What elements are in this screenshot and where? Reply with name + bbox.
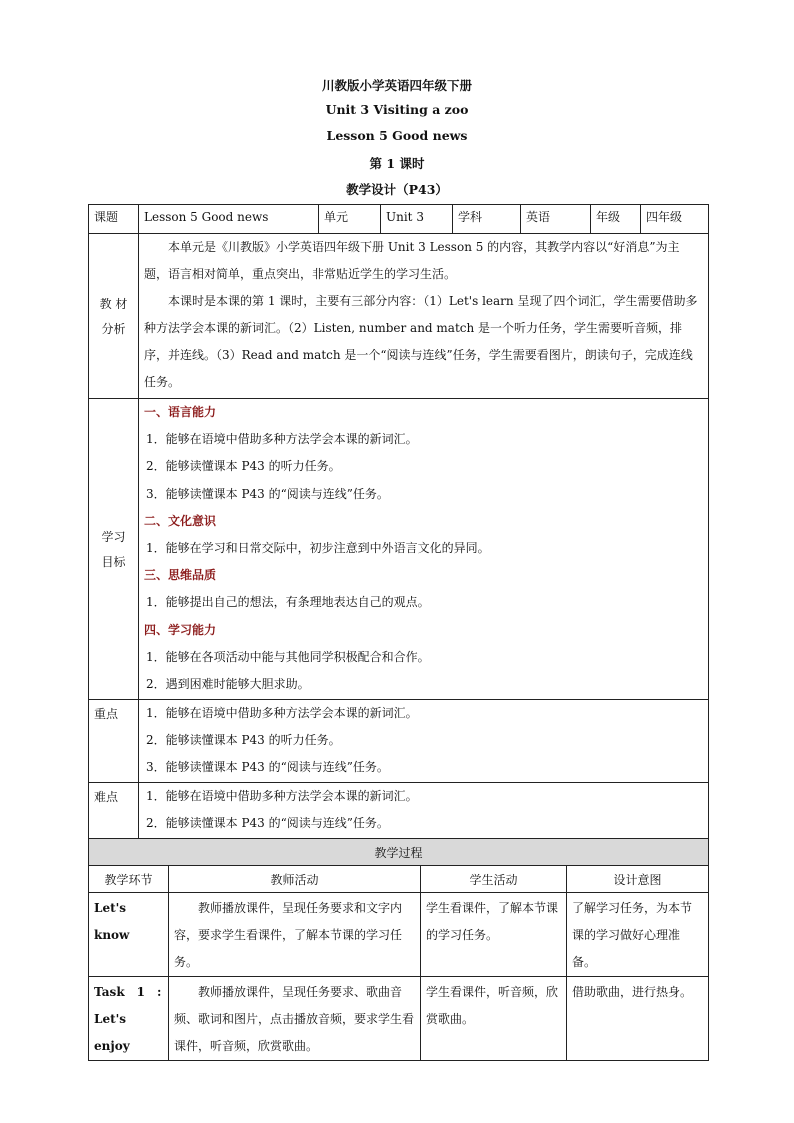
lesson-info-table	[88, 204, 709, 839]
goals-label-line2: 目标	[101, 555, 126, 569]
subject-value: 英语	[521, 205, 591, 234]
goal-item: 1．能够在语境中借助多种方法学会本课的新词汇。	[146, 432, 418, 447]
goal-item: 1．能够在各项活动中能与其他同学积极配合和合作。	[146, 649, 430, 664]
doc-title-period: 第 1 课时	[369, 156, 425, 171]
analysis-label	[89, 234, 139, 399]
doc-title-unit: Unit 3 Visiting a zoo	[325, 102, 469, 117]
stage-name: Task 1 :	[94, 985, 162, 999]
subject-label: 学科	[453, 205, 521, 234]
doc-title-lesson: Lesson 5 Good news	[326, 128, 468, 143]
goal-heading-culture: 二、文化意识	[144, 513, 217, 528]
doc-title-book: 川教版小学英语四年级下册	[321, 78, 472, 93]
goal-heading-learning: 四、学习能力	[144, 622, 217, 637]
goal-item: 2．遇到困难时能够大胆求助。	[146, 677, 310, 692]
topic-label: 课题	[89, 205, 139, 234]
process-intent: 了解学习任务，为本节课的学习做好心理准备。	[567, 893, 709, 977]
process-intent: 借助歌曲，进行热身。	[567, 977, 709, 1061]
key-points-content	[139, 700, 709, 783]
col-header-teacher: 教师活动	[169, 866, 421, 893]
process-row	[89, 893, 709, 977]
goal-item: 2．能够读懂课本 P43 的听力任务。	[146, 459, 341, 474]
key-point-item: 2．能够读懂课本 P43 的听力任务。	[146, 733, 341, 748]
goal-heading-language: 一、语言能力	[144, 405, 217, 419]
goal-item: 1．能够提出自己的想法，有条理地表达自己的观点。	[146, 595, 430, 610]
grade-label: 年级	[591, 205, 641, 234]
goal-item: 1．能够在学习和日常交际中，初步注意到中外语言文化的异同。	[146, 541, 490, 556]
grade-value: 四年级	[641, 205, 709, 234]
col-header-intent: 设计意图	[567, 866, 709, 893]
process-title: 教学过程	[89, 839, 709, 866]
col-header-stage: 教学环节	[89, 866, 169, 893]
analysis-label-line2: 分析	[101, 322, 126, 336]
analysis-paragraph-1: 本单元是《川教版》小学英语四年级下册 Unit 3 Lesson 5 的内容，其教学内容以“好消息”为主题，语言相对简单，重点突出，非常贴近学生的学习生活。	[144, 240, 680, 281]
process-teacher: 教师播放课件，呈现任务要求和文字内容，要求学生看课件，了解本节课的学习任务。	[169, 893, 421, 977]
process-header-row	[89, 866, 709, 893]
goals-label	[89, 399, 139, 700]
goal-item: 3．能够读懂课本 P43 的“阅读与连线”任务。	[146, 486, 389, 501]
goal-heading-thinking: 三、思维品质	[144, 568, 217, 583]
key-points-row	[89, 700, 709, 783]
key-points-label: 重点	[89, 700, 139, 783]
analysis-label-line1: 教 材	[99, 297, 128, 311]
goals-label-line1: 学习	[101, 530, 126, 544]
stage-name-2: Let's enjoy	[94, 1012, 130, 1053]
difficult-points-content	[139, 782, 709, 838]
difficult-point-item: 1．能够在语境中借助多种方法学会本课的新词汇。	[146, 788, 418, 803]
unit-value: Unit 3	[381, 205, 453, 234]
process-stage	[89, 893, 169, 977]
process-row	[89, 977, 709, 1061]
difficult-points-row	[89, 782, 709, 838]
unit-label: 单元	[319, 205, 381, 234]
info-row	[89, 205, 709, 234]
difficult-point-item: 2．能够读懂课本 P43 的“阅读与连线”任务。	[146, 815, 389, 830]
analysis-paragraph-2: 本课时是本课的第 1 课时，主要有三部分内容：（1）Let's learn 呈现了四个词汇，学生需要借助多种方法学会本课的新词汇。（2）Listen, number and match 是一个听力任务，学生需要听音频，排序，并连线。（3）Read and match 是一个“阅读与连线”任务，学生需要看图片，朗读句子，完成连线任务。	[144, 294, 698, 389]
difficult-points-label: 难点	[89, 782, 139, 838]
process-stage	[89, 977, 169, 1061]
doc-title-design: 教学设计（P43）	[346, 182, 448, 197]
analysis-content	[139, 234, 709, 399]
col-header-student: 学生活动	[421, 866, 567, 893]
teaching-process-table	[88, 838, 709, 1061]
goals-row	[89, 399, 709, 700]
process-title-row	[89, 839, 709, 866]
process-student: 学生看课件，听音频，欣赏歌曲。	[421, 977, 567, 1061]
topic-value: Lesson 5 Good news	[139, 205, 319, 234]
key-point-item: 3．能够读懂课本 P43 的“阅读与连线”任务。	[146, 760, 389, 775]
process-student: 学生看课件，了解本节课的学习任务。	[421, 893, 567, 977]
goals-content	[139, 399, 709, 700]
process-teacher: 教师播放课件，呈现任务要求、歌曲音频、歌词和图片，点击播放音频，要求学生看课件，听音频，欣赏歌曲。	[169, 977, 421, 1061]
analysis-row	[89, 234, 709, 399]
key-point-item: 1．能够在语境中借助多种方法学会本课的新词汇。	[146, 706, 418, 720]
stage-name: Let's know	[94, 901, 130, 942]
